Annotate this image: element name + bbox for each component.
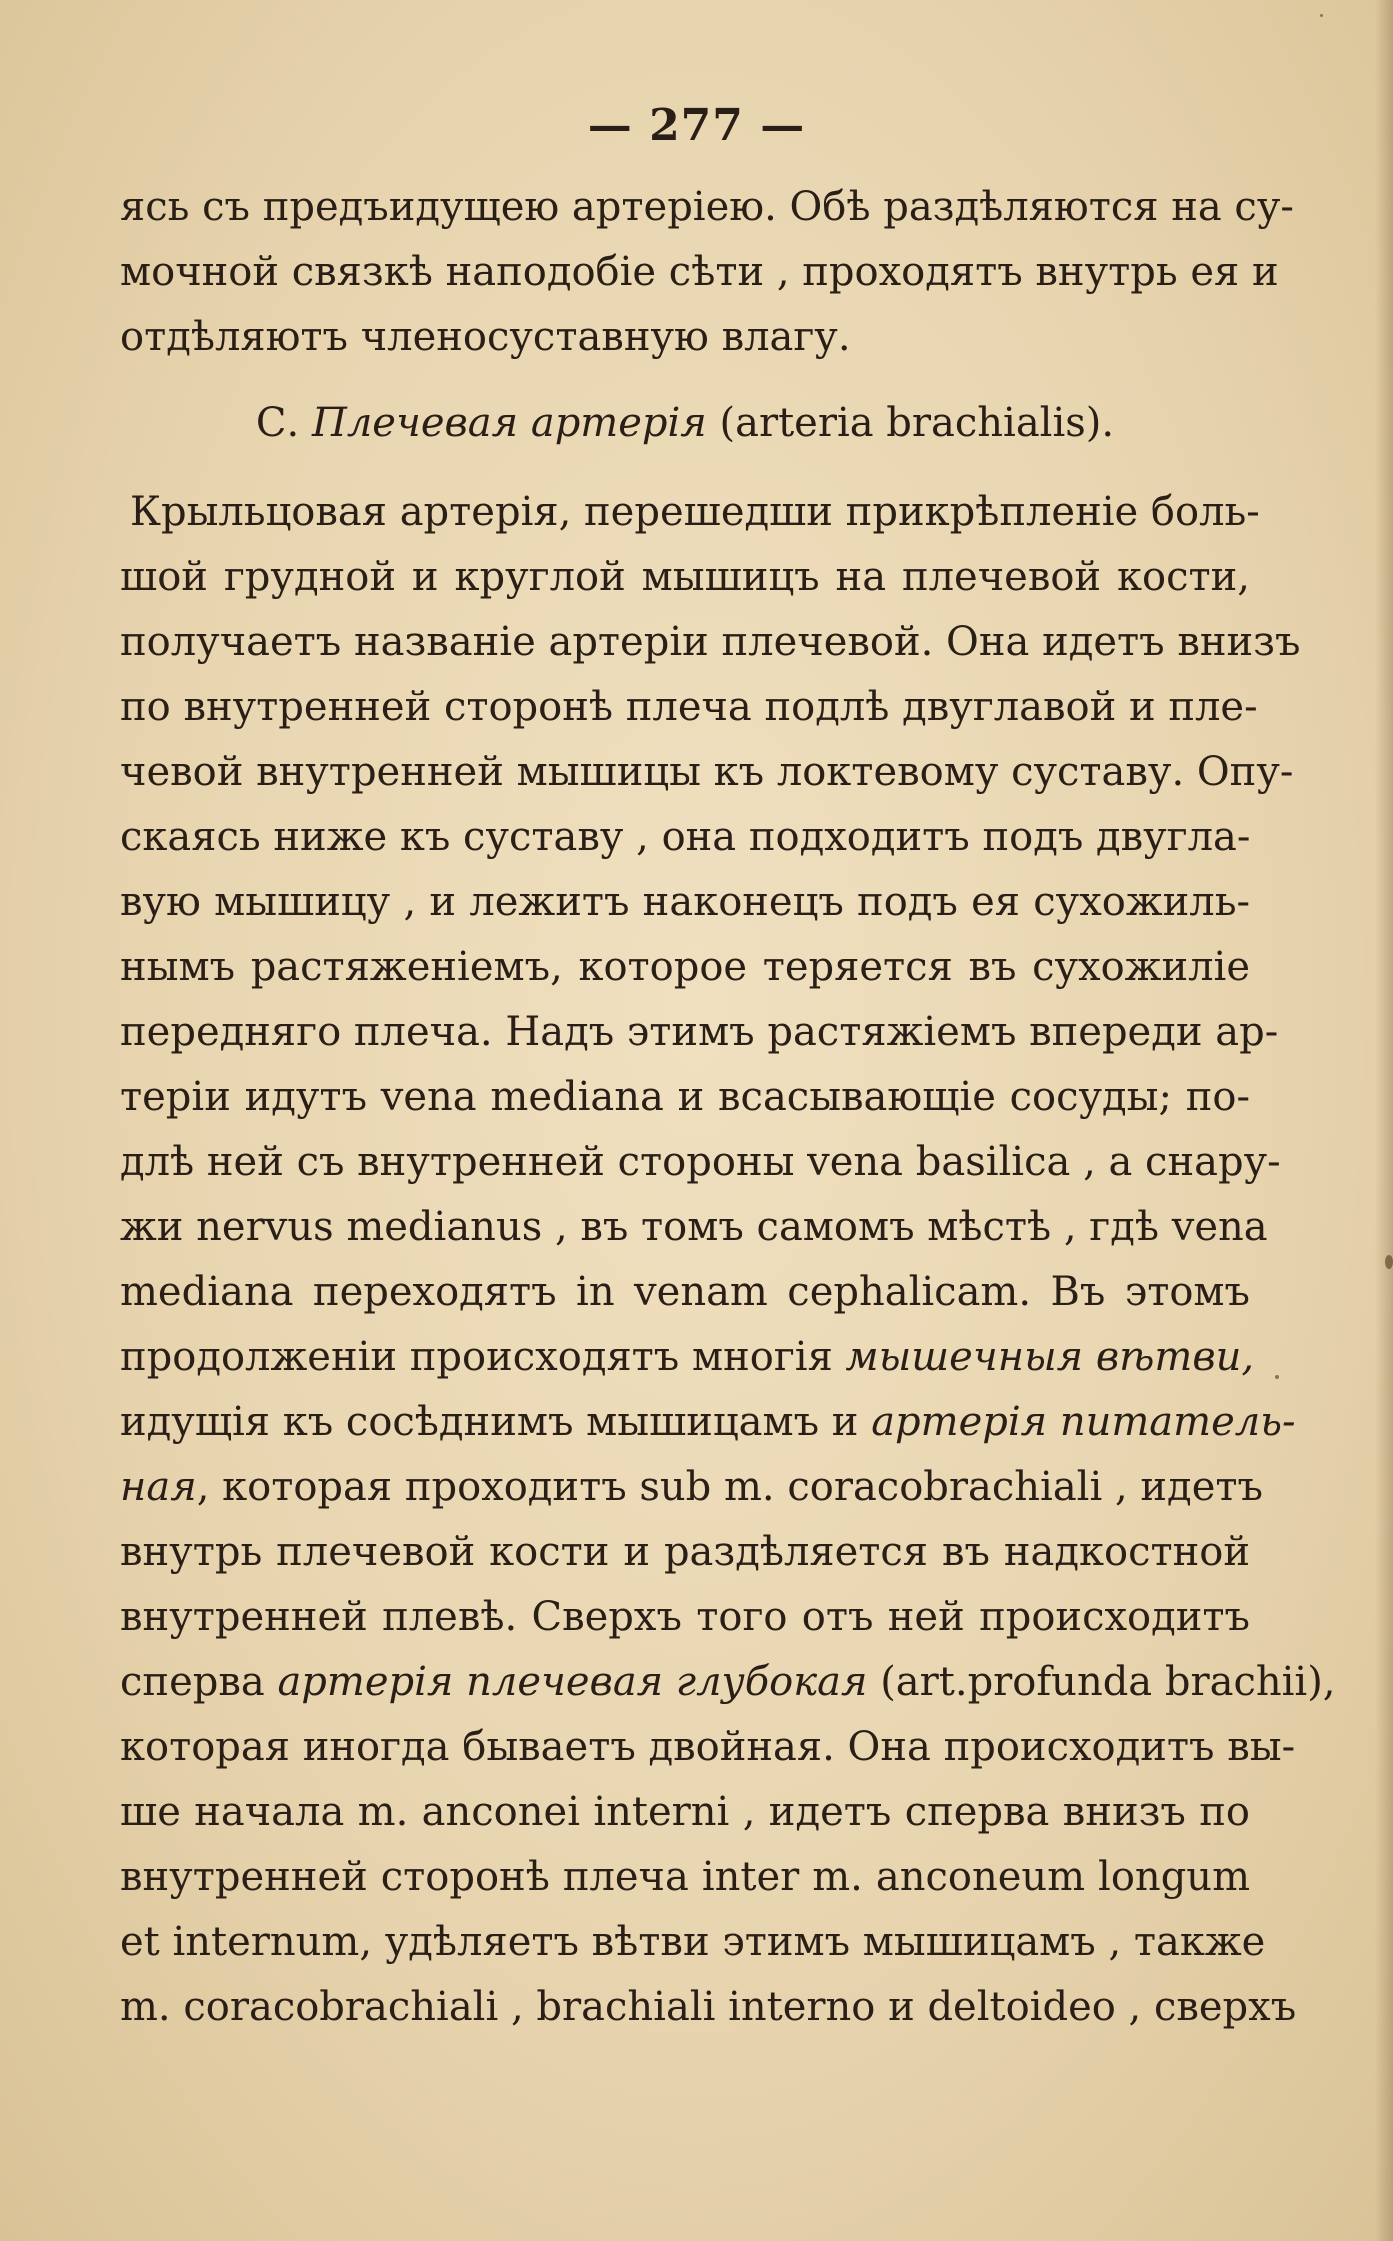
text-line: m. coracobrachiali , brachiali interno и deltoideo , сверхъ [120, 1984, 1297, 2030]
section-title: Плечевая артерія [311, 400, 707, 446]
text-line: по внутренней сторонѣ плеча подлѣ двуглавой и пле- [120, 684, 1258, 730]
text-line [120, 1390, 1296, 1455]
text-line: жи nervus medianus , въ томъ самомъ мѣстѣ , гдѣ vena [120, 1204, 1268, 1250]
text-line: нымъ растяженіемъ, которое теряется въ сухожиліе [120, 944, 1250, 990]
text-line: отдѣляютъ членосуставную влагу. [120, 314, 851, 360]
text-line: вую мышицу , и лежитъ наконецъ подъ ея сухожиль- [120, 879, 1250, 925]
section-letter: С. [255, 400, 300, 446]
text-line: длѣ ней съ внутренней стороны vena basilica , а снару- [120, 1139, 1281, 1185]
text-line: mediana переходятъ in venam cephalicam. Въ этомъ [120, 1269, 1250, 1315]
text-span: (art.profunda brachii), [880, 1659, 1336, 1705]
paper-speck [1275, 1375, 1279, 1379]
text-line: внутренней плевѣ. Сверхъ того отъ ней происходитъ [120, 1594, 1250, 1640]
text-line: чевой внутренней мышицы къ локтевому суставу. Опу- [120, 749, 1294, 795]
text-line: получаетъ названіе артеріи плечевой. Она идетъ внизъ [120, 619, 1301, 665]
text-line [120, 1455, 1263, 1520]
text-line: et internum, удѣляетъ вѣтви этимъ мышицамъ , также [120, 1919, 1266, 1965]
text-line: которая иногда бываетъ двойная. Она происходитъ вы- [120, 1724, 1296, 1770]
page-number: — 277 — [587, 100, 806, 151]
text-span: идущія къ сосѣднимъ мышицамъ и [120, 1399, 859, 1445]
section-heading [120, 378, 1250, 468]
italic-term: артерія питатель- [871, 1399, 1296, 1445]
text-line: теріи идутъ vena mediana и всасывающіе сосуды; по- [120, 1074, 1250, 1120]
text-span: , которая проходитъ sub m. coracobrachiali , идетъ [196, 1464, 1263, 1510]
text-span: сперва [120, 1659, 265, 1705]
section-latin-title: (arteria brachialis). [719, 400, 1115, 446]
text-line: Крыльцовая артерія, перешедши прикрѣпленіе боль- [130, 489, 1260, 535]
text-line: мочной связкѣ наподобіе сѣти , проходятъ внутрь ея и [120, 249, 1279, 295]
text-line: ше начала m. anconei interni , идетъ сперва внизъ по [120, 1789, 1250, 1835]
italic-term: мышечныя вѣтви, [845, 1334, 1255, 1380]
text-line: передняго плеча. Надъ этимъ растяжіемъ впереди ар- [120, 1009, 1279, 1055]
italic-term: ная [120, 1464, 197, 1510]
paper-speck [1320, 14, 1323, 17]
text-span: продолженіи происходятъ многія [120, 1334, 833, 1380]
text-line: внутренней сторонѣ плеча inter m. anconeum longum [120, 1854, 1250, 1900]
text-line: внутрь плечевой кости и раздѣляется въ надкостной [120, 1529, 1250, 1575]
text-line: скаясь ниже къ суставу , она подходитъ подъ двугла- [120, 814, 1251, 860]
text-line [120, 1650, 1336, 1715]
page-text [120, 175, 1336, 2040]
page-edge-shadow [1375, 0, 1393, 2241]
italic-term: артерія плечевая глубокая [277, 1659, 868, 1705]
text-line: шой грудной и круглой мышицъ на плечевой кости, [120, 554, 1250, 600]
text-line [120, 1325, 1255, 1390]
text-line: ясь съ предъидущею артеріею. Обѣ раздѣляются на су- [120, 184, 1294, 230]
